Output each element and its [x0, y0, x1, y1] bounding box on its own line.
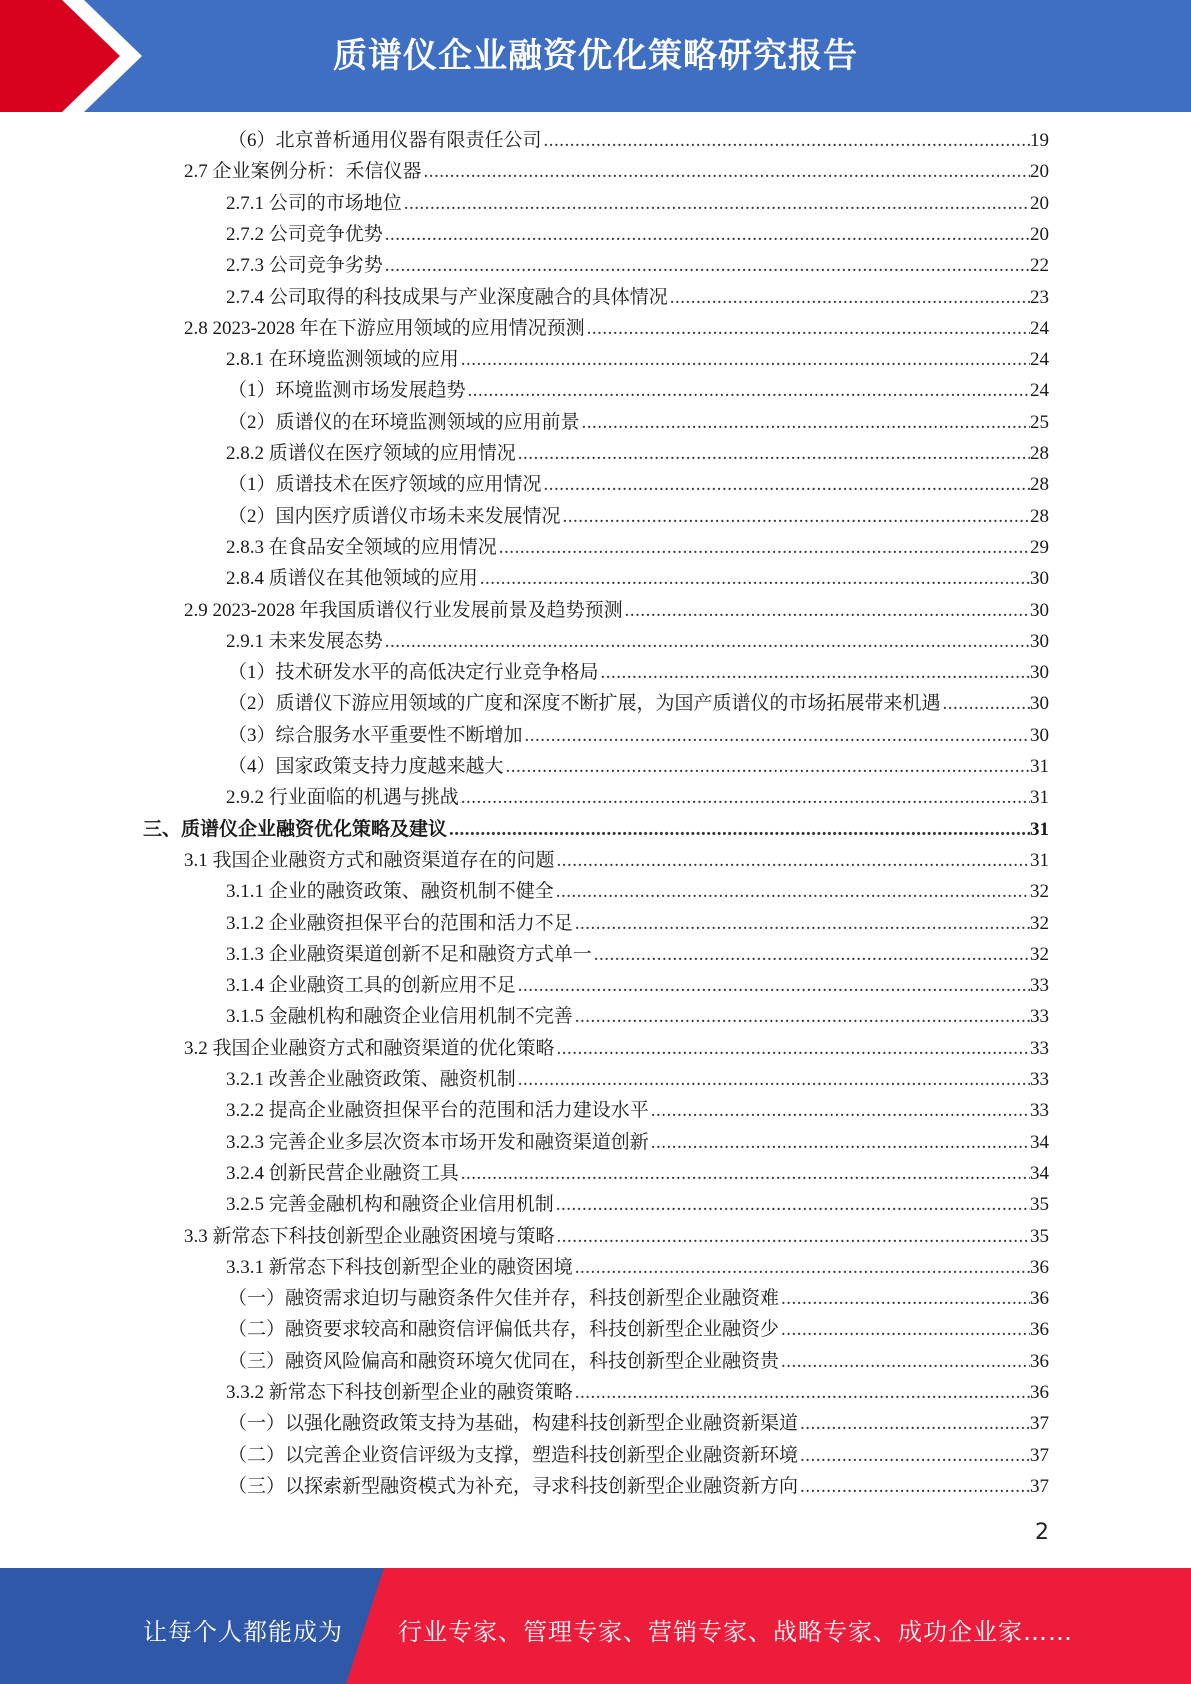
toc-entry-page: 20 [1030, 223, 1049, 245]
toc-entry-page: 24 [1030, 380, 1049, 402]
toc-entry[interactable] [226, 346, 1049, 374]
toc-entry[interactable] [226, 1003, 1049, 1031]
toc-entry-label: 3.1.2 企业融资担保平台的范围和活力不足 [226, 912, 573, 934]
toc-entry-label: 2.7.4 公司取得的科技成果与产业深度融合的具体情况 [226, 286, 668, 308]
toc-entry-label: （一）以强化融资政策支持为基础，构建科技创新型企业融资新渠道 [228, 1413, 799, 1435]
toc-dot-leader [554, 1191, 1030, 1219]
toc-dot-leader [573, 910, 1030, 938]
toc-entry[interactable] [184, 1035, 1049, 1063]
toc-entry-page: 31 [1030, 818, 1049, 840]
toc-entry[interactable] [226, 534, 1049, 562]
toc-entry-label: 3.1 我国企业融资方式和融资渠道存在的问题 [184, 849, 555, 871]
toc-entry-label: 2.8.3 在食品安全领域的应用情况 [226, 536, 497, 558]
toc-dot-leader [554, 878, 1030, 906]
toc-dot-leader [504, 753, 1030, 781]
toc-entry-page: 28 [1030, 505, 1049, 527]
report-title: 质谱仪企业融资优化策略研究报告 [333, 36, 858, 76]
toc-entry-label: 2.9 2023-2028 年我国质谱仪行业发展前景及趋势预测 [184, 599, 623, 621]
toc-entry-page: 31 [1030, 787, 1049, 809]
toc-entry-page: 23 [1030, 286, 1049, 308]
toc-entry-label: 2.8.1 在环境监测领域的应用 [226, 349, 459, 371]
toc-entry-page: 30 [1030, 568, 1049, 590]
toc-entry[interactable] [228, 1442, 1049, 1470]
toc-entry-label: 2.7.2 公司竞争优势 [226, 223, 383, 245]
toc-dot-leader [573, 1379, 1030, 1407]
toc-entry-page: 24 [1030, 349, 1049, 371]
toc-dot-leader [779, 1348, 1030, 1376]
toc-entry-page: 37 [1030, 1413, 1049, 1435]
toc-dot-leader [798, 1442, 1030, 1470]
toc-entry-label: 3.2.2 提高企业融资担保平台的范围和活力建设水平 [226, 1100, 649, 1122]
toc-entry-page: 30 [1030, 693, 1049, 715]
toc-dot-leader [497, 534, 1030, 562]
toc-entry-label: （1）技术研发水平的高低决定行业竞争格局 [228, 662, 599, 684]
toc-dot-leader [402, 190, 1030, 218]
toc-entry-page: 35 [1030, 1225, 1049, 1247]
toc-entry-label: 三、质谱仪企业融资优化策略及建议 [143, 818, 448, 840]
toc-entry-page: 36 [1030, 1382, 1049, 1403]
toc-dot-leader [798, 1410, 1030, 1438]
toc-entry[interactable] [184, 597, 1049, 625]
toc-dot-leader [447, 816, 1030, 844]
toc-entry[interactable] [228, 659, 1049, 687]
toc-entry[interactable] [184, 158, 1049, 186]
toc-entry-label: 3.2.1 改善企业融资政策、融资机制 [226, 1069, 516, 1090]
toc-entry[interactable] [226, 1191, 1049, 1219]
toc-entry-page: 31 [1030, 849, 1049, 871]
toc-entry[interactable] [228, 690, 1049, 718]
toc-entry-page: 20 [1030, 161, 1049, 183]
toc-entry[interactable] [228, 127, 1049, 155]
toc-entry-page: 19 [1030, 130, 1049, 151]
toc-entry[interactable] [228, 377, 1049, 405]
toc-entry-page: 25 [1030, 411, 1049, 433]
toc-entry-label: （二）融资要求较高和融资信评偏低共存，科技创新型企业融资少 [228, 1319, 780, 1341]
toc-entry-page: 30 [1030, 599, 1049, 621]
toc-entry-page: 36 [1030, 1319, 1049, 1341]
toc-dot-leader [779, 1285, 1030, 1313]
toc-entry-page: 30 [1030, 630, 1049, 652]
toc-entry[interactable] [228, 1316, 1049, 1344]
toc-entry-page: 24 [1030, 317, 1049, 339]
toc-entry[interactable] [228, 1410, 1049, 1438]
toc-entry[interactable] [226, 252, 1049, 280]
toc-entry-label: 3.3.2 新常态下科技创新型企业的融资策略 [226, 1382, 573, 1403]
toc-entry[interactable] [226, 284, 1049, 312]
toc-entry-label: 2.7.1 公司的市场地位 [226, 192, 402, 214]
toc-entry[interactable] [226, 878, 1049, 906]
toc-entry-label: （4）国家政策支持力度越来越大 [228, 756, 504, 777]
toc-entry-page: 32 [1030, 943, 1049, 965]
toc-entry-page: 20 [1030, 192, 1049, 214]
toc-dot-leader [585, 315, 1030, 343]
toc-dot-leader [542, 127, 1030, 155]
toc-dot-leader [599, 659, 1030, 687]
toc-entry[interactable] [228, 722, 1049, 750]
toc-entry-label: 3.2 我国企业融资方式和融资渠道的优化策略 [184, 1037, 555, 1059]
toc-entry-label: （2）国内医疗质谱仪市场未来发展情况 [228, 505, 561, 527]
toc-entry-page: 35 [1030, 1194, 1049, 1216]
toc-dot-leader [516, 972, 1030, 1000]
toc-entry[interactable] [226, 565, 1049, 593]
toc-entry[interactable] [226, 190, 1049, 218]
toc-dot-leader [941, 690, 1030, 718]
toc-entry[interactable] [226, 1379, 1049, 1407]
toc-dot-leader [523, 722, 1030, 750]
toc-dot-leader [649, 1097, 1030, 1125]
toc-entry[interactable] [226, 221, 1049, 249]
toc-entry[interactable] [184, 1223, 1049, 1251]
toc-dot-leader [459, 346, 1030, 374]
toc-entry-label: 3.1.4 企业融资工具的创新应用不足 [226, 975, 516, 997]
toc-dot-leader [649, 1129, 1030, 1157]
toc-entry[interactable] [226, 1254, 1049, 1282]
toc-entry[interactable] [228, 753, 1049, 781]
toc-entry-label: 3.3.1 新常态下科技创新型企业的融资困境 [226, 1256, 573, 1278]
toc-entry-page: 32 [1030, 881, 1049, 903]
toc-entry-label: 2.7 企业案例分析：禾信仪器 [184, 161, 422, 183]
toc-entry[interactable] [226, 972, 1049, 1000]
toc-entry-label: （二）以完善企业资信评级为支撑，塑造科技创新型企业融资新环境 [228, 1444, 799, 1466]
toc-dot-leader [573, 1003, 1030, 1031]
toc-entry-label: 3.2.4 创新民营企业融资工具 [226, 1162, 459, 1184]
toc-entry-label: （三）以探索新型融资模式为补充，寻求科技创新型企业融资新方向 [228, 1475, 799, 1497]
toc-entry-page: 33 [1030, 1037, 1049, 1059]
toc-dot-leader [542, 471, 1030, 499]
toc-entry[interactable] [226, 1066, 1049, 1094]
toc-entry-label: （6）北京普析通用仪器有限责任公司 [228, 130, 542, 151]
toc-entry-label: 3.2.5 完善金融机构和融资企业信用机制 [226, 1194, 554, 1216]
toc-dot-leader [592, 941, 1030, 969]
toc-entry-page: 36 [1030, 1350, 1049, 1372]
toc-dot-leader [383, 221, 1030, 249]
toc-entry[interactable] [226, 941, 1049, 969]
toc-entry-label: 3.2.3 完善企业多层次资本市场开发和融资渠道创新 [226, 1131, 649, 1153]
toc-entry[interactable] [226, 628, 1049, 656]
toc-entry[interactable] [184, 847, 1049, 875]
page-number: 2 [1035, 1520, 1049, 1545]
toc-dot-leader [668, 284, 1030, 312]
toc-dot-leader [516, 440, 1030, 468]
toc-entry[interactable] [143, 816, 1049, 844]
toc-entry-label: 2.7.3 公司竞争劣势 [226, 255, 383, 277]
toc-entry-page: 28 [1030, 443, 1049, 464]
page-footer [0, 1568, 1191, 1684]
toc-dot-leader [580, 409, 1030, 437]
toc-entry-page: 31 [1030, 756, 1049, 777]
toc-entry-page: 34 [1030, 1162, 1049, 1184]
toc-entry-page: 30 [1030, 662, 1049, 684]
toc-entry-label: （3）综合服务水平重要性不断增加 [228, 724, 523, 746]
toc-entry-label: （2）质谱仪下游应用领域的广度和深度不断扩展，为国产质谱仪的市场拓展带来机遇 [228, 693, 941, 715]
toc-entry-page: 29 [1030, 536, 1049, 558]
toc-entry[interactable] [228, 503, 1049, 531]
toc-entry[interactable] [226, 440, 1049, 468]
toc-entry-label: （2）质谱仪的在环境监测领域的应用前景 [228, 411, 580, 433]
toc-entry[interactable] [228, 471, 1049, 499]
toc-dot-leader [459, 1160, 1030, 1188]
toc-entry-page: 28 [1030, 474, 1049, 496]
toc-entry-label: 2.9.2 行业面临的机遇与挑战 [226, 787, 459, 809]
toc-entry[interactable] [228, 1348, 1049, 1376]
toc-entry-label: （1）质谱技术在医疗领域的应用情况 [228, 474, 542, 496]
toc-entry-page: 37 [1030, 1444, 1049, 1466]
toc-entry-page: 36 [1030, 1256, 1049, 1278]
toc-entry-page: 37 [1030, 1475, 1049, 1497]
toc-dot-leader [555, 1035, 1030, 1063]
toc-dot-leader [555, 1223, 1030, 1251]
toc-dot-leader [516, 1066, 1030, 1094]
toc-entry[interactable] [184, 315, 1049, 343]
toc-dot-leader [555, 847, 1030, 875]
toc-entry-page: 36 [1030, 1288, 1049, 1310]
toc-entry[interactable] [226, 784, 1049, 812]
toc-dot-leader [459, 784, 1030, 812]
toc-entry-page: 34 [1030, 1131, 1049, 1153]
toc-entry-page: 33 [1030, 1069, 1049, 1090]
page-header [0, 0, 1191, 112]
toc-dot-leader [422, 158, 1030, 186]
toc-entry[interactable] [226, 910, 1049, 938]
toc-entry-page: 32 [1030, 912, 1049, 934]
toc-dot-leader [478, 565, 1030, 593]
toc-entry[interactable] [228, 1285, 1049, 1313]
toc-dot-leader [561, 503, 1030, 531]
toc-dot-leader [623, 597, 1030, 625]
toc-dot-leader [466, 377, 1030, 405]
toc-entry-label: （三）融资风险偏高和融资环境欠优同在，科技创新型企业融资贵 [228, 1350, 780, 1372]
toc-dot-leader [798, 1473, 1030, 1501]
toc-entry[interactable] [228, 409, 1049, 437]
toc-entry-label: 3.1.3 企业融资渠道创新不足和融资方式单一 [226, 943, 592, 965]
toc-entry[interactable] [228, 1473, 1049, 1501]
toc-entry[interactable] [226, 1097, 1049, 1125]
toc-entry[interactable] [226, 1160, 1049, 1188]
toc-dot-leader [383, 628, 1030, 656]
toc-entry-page: 33 [1030, 1006, 1049, 1028]
toc-entry[interactable] [226, 1129, 1049, 1157]
toc-dot-leader [779, 1316, 1030, 1344]
toc-dot-leader [383, 252, 1030, 280]
footer-slogan-right: 行业专家、管理专家、营销专家、战略专家、成功企业家…… [398, 1618, 1073, 1646]
toc-entry-label: （1）环境监测市场发展趋势 [228, 380, 466, 402]
toc-entry-label: 3.1.1 企业的融资政策、融资机制不健全 [226, 881, 554, 903]
toc-entry-page: 33 [1030, 975, 1049, 997]
footer-slogan-left: 让每个人都能成为 [143, 1618, 343, 1646]
toc-entry-label: 2.9.1 未来发展态势 [226, 630, 383, 652]
toc-entry-page: 30 [1030, 724, 1049, 746]
toc-entry-page: 33 [1030, 1100, 1049, 1122]
toc-entry-label: 3.3 新常态下科技创新型企业融资困境与策略 [184, 1225, 555, 1247]
toc-entry-page: 22 [1030, 255, 1049, 277]
toc-entry-label: （一）融资需求迫切与融资条件欠佳并存，科技创新型企业融资难 [228, 1288, 780, 1310]
toc-entry-label: 2.8.2 质谱仪在医疗领域的应用情况 [226, 443, 516, 464]
toc-dot-leader [573, 1254, 1030, 1282]
toc-entry-label: 2.8 2023-2028 年在下游应用领域的应用情况预测 [184, 317, 585, 339]
toc-entry-label: 2.8.4 质谱仪在其他领域的应用 [226, 568, 478, 590]
toc-entry-label: 3.1.5 金融机构和融资企业信用机制不完善 [226, 1006, 573, 1028]
